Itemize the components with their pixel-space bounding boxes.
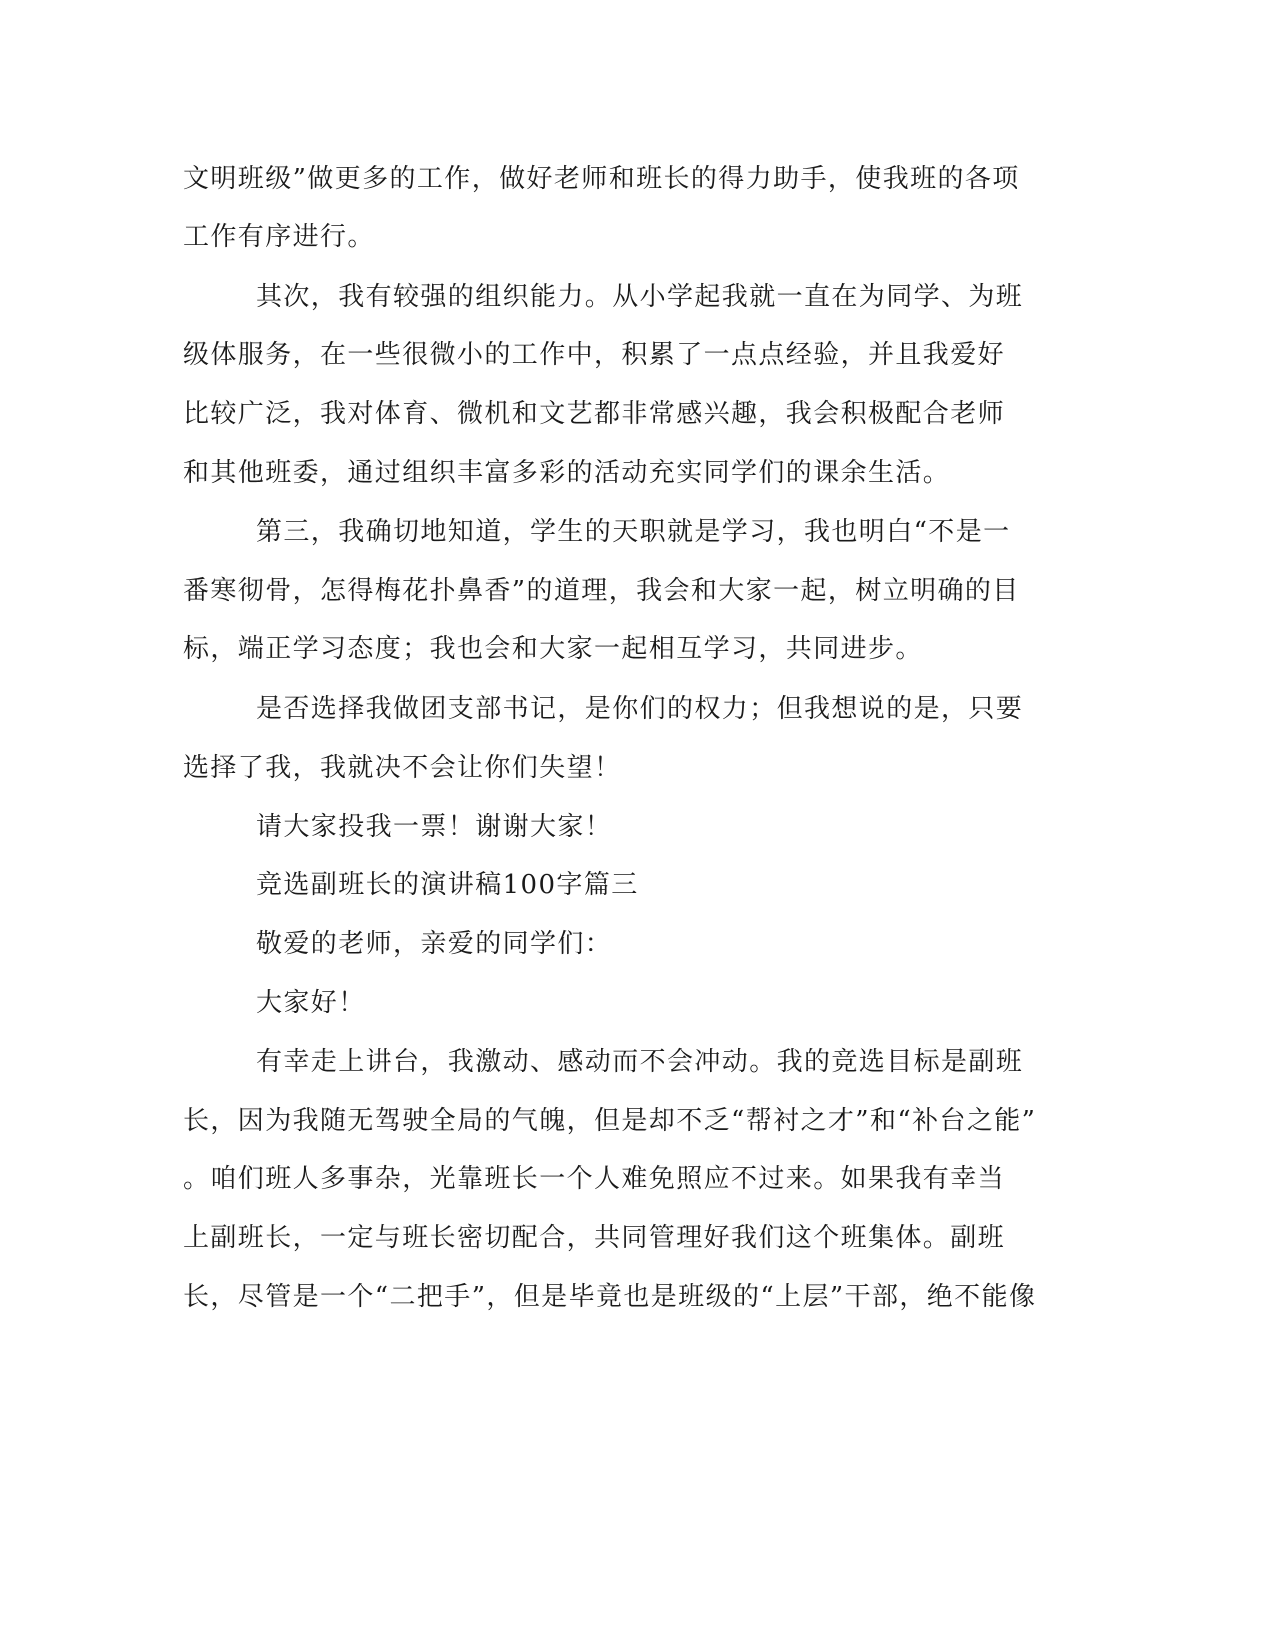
paragraph-start-line: 是否选择我做团支部书记，是你们的权力；但我想说的是，只要 [256,694,1024,724]
paragraph-start-line: 第三，我确切地知道，学生的天职就是学习，我也明白“不是一 [256,517,1011,547]
text-line: 番寒彻骨，怎得梅花扑鼻香”的道理，我会和大家一起，树立明确的目 [183,576,1020,606]
text-line: 上副班长，一定与班长密切配合，共同管理好我们这个班集体。副班 [183,1223,1006,1253]
section-heading: 竞选副班长的演讲稿100字篇三 [256,870,639,900]
text-line: 长，因为我随无驾驶全局的气魄，但是却不乏“帮衬之才”和“补台之能” [183,1106,1037,1136]
salutation-line: 敬爱的老师，亲爱的同学们： [256,929,613,959]
text-line: 级体服务，在一些很微小的工作中，积累了一点点经验，并且我爱好 [183,340,1006,370]
greeting-line: 大家好！ [256,988,366,1018]
text-line: 工作有序进行。 [183,222,375,252]
text-line: 长，尽管是一个“二把手”，但是毕竟也是班级的“上层”干部，绝不能像 [183,1282,1037,1312]
paragraph-start-line: 其次，我有较强的组织能力。从小学起我就一直在为同学、为班 [256,282,1024,312]
paragraph-start-line: 有幸走上讲台，我激动、感动而不会冲动。我的竞选目标是副班 [256,1047,1024,1077]
text-line: 。咱们班人多事杂，光靠班长一个人难免照应不过来。如果我有幸当 [183,1164,1006,1194]
text-line: 和其他班委，通过组织丰富多彩的活动充实同学们的课余生活。 [183,458,951,488]
text-line: 比较广泛，我对体育、微机和文艺都非常感兴趣，我会积极配合老师 [183,399,1006,429]
text-line: 选择了我，我就决不会让你们失望！ [183,753,622,783]
text-line: 文明班级”做更多的工作，做好老师和班长的得力助手，使我班的各项 [183,164,1020,194]
paragraph-start-line: 请大家投我一票！谢谢大家！ [256,812,613,842]
text-line: 标，端正学习态度；我也会和大家一起相互学习，共同进步。 [183,634,923,664]
